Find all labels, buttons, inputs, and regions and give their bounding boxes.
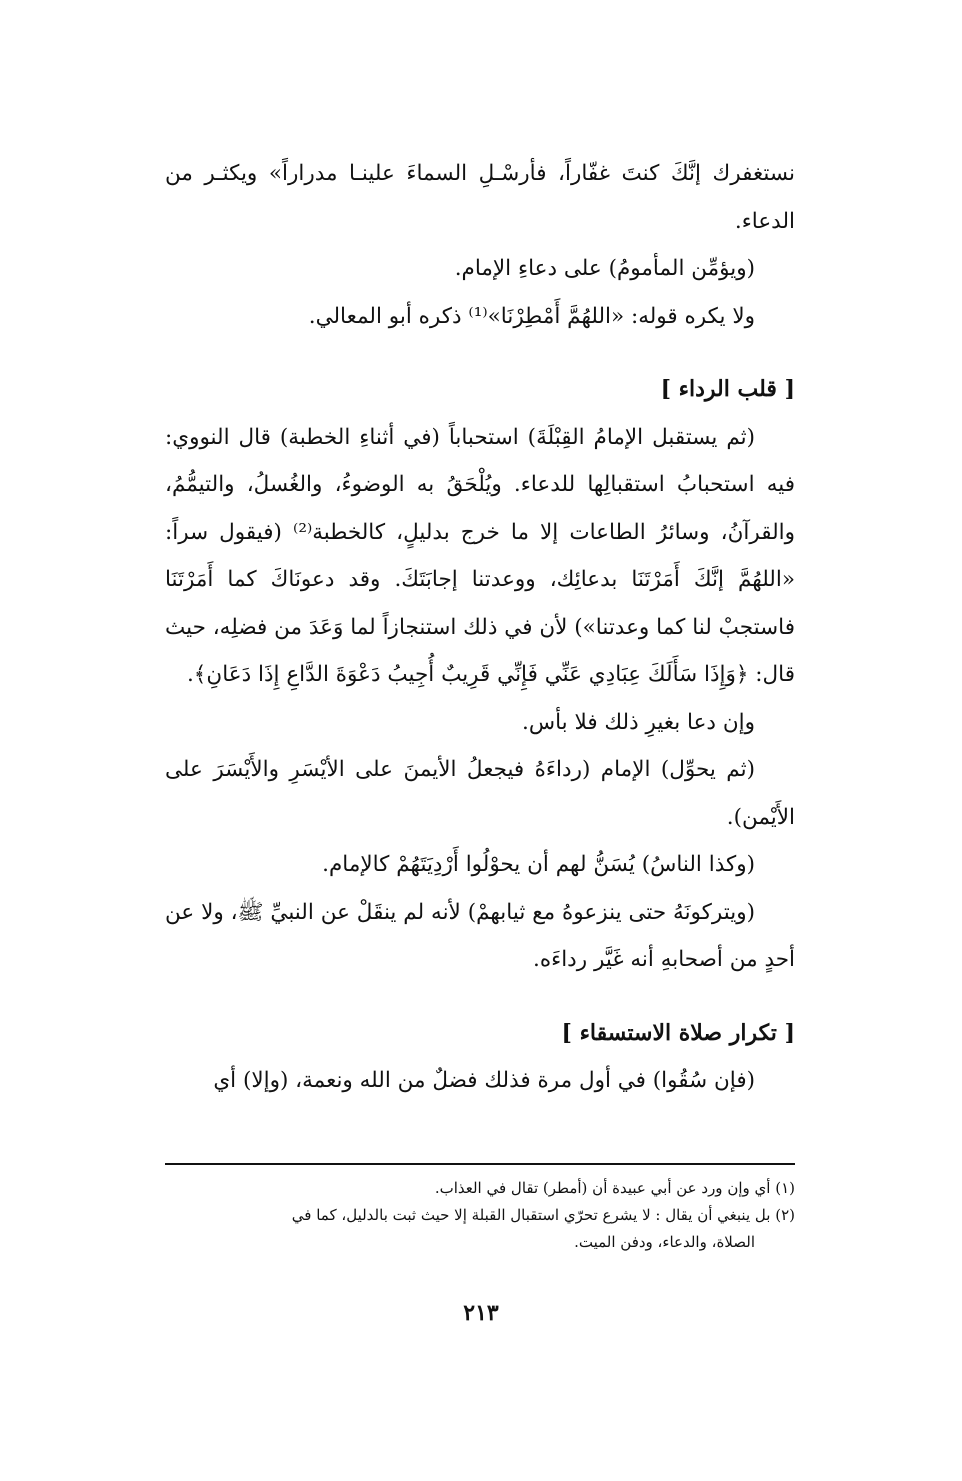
paragraph: (ويؤمِّن المأمومُ) على دعاءِ الإمام. bbox=[454, 256, 755, 281]
page-number: ٢١٣ bbox=[463, 1300, 499, 1326]
footnote-marker: (١) bbox=[775, 1179, 795, 1197]
paragraph: ولا يكره قوله: «اللهُمَّ أَمْطِرْنَا»⁽¹⁾ ذكره أبو المعالي. bbox=[308, 303, 755, 329]
footnote-text: بل ينبغي أن يقال : لا يشرع تحرّي استقبال القبلة إلا حيث ثبت بالدليل، كما في bbox=[291, 1206, 771, 1224]
paragraph: (ويتركونَهُ حتى ينزعوهُ مع ثيابهمْ) لأنه لم ينقَلْ عن النبيِّ ﷺ، ولا عن أحدٍ من أصحابهِ أنه غَيَّر رداءَه. bbox=[165, 899, 795, 972]
section-heading: [ تكرار صلاة الاستسقاء ] bbox=[561, 1019, 795, 1046]
paragraph: (وكذا الناسُ) يُسَنُّ لهم أن يحوْلُوا أَرْدِيَتَهُمْ كالإمام. bbox=[322, 852, 755, 877]
section-heading: [ قلب الرداء ] bbox=[660, 376, 795, 402]
paragraph: (ثم يحوِّل) الإمام (رداءَهُ فيجعلُ الأيمنَ على الأيْسَرِ والأَيْسَرَ على الأَيْمن). bbox=[165, 757, 795, 830]
main-text bbox=[165, 150, 795, 1105]
footnote bbox=[165, 1175, 795, 1202]
footnote-text: أي وإن ورد عن أبي عبيدة أن (أمطر) تقال في العذاب. bbox=[434, 1179, 771, 1197]
footnote bbox=[165, 1202, 795, 1256]
paragraph: (ثم يستقبل الإمامُ القِبْلَةَ) استحباباً (في أثناءِ الخطبة) قال النووي: فيه استحبابُ استقبالِها للدعاء. ويُلْحَقُ به الوضوءُ، والغُسلُ، والتيمُّمُ، والقرآنُ، وسائرُ الطاعات إلا ما خرج بدليلٍ، كالخطبة⁽²⁾ (فيقول سراً: «اللهُمَّ إنَّكَ أَمَرْتَنَا بدعائِك، ووعدتنا إجابَتَكَ. وقد دعونَاكَ كما أَمَرْتَنَا فاستجبْ لنا كما وعدتنا») لأن في ذلك استنجازاً لما وَعَدَ من فضلِه، حيث قال: ﴿وَإِذَا سَأَلَكَ عِبَادِي عَنِّي فَإِنِّي قَرِيبٌ أُجِيبُ دَعْوَةَ الدَّاعِ إِذَا دَعَانِ﴾. bbox=[165, 424, 795, 687]
paragraph: نستغفرك إنَّكَ كنتَ غفّاراً، فأرسْـلِ السماءَ علينـا مدراراً» ويكثـر من الدعاء. bbox=[165, 161, 795, 234]
footnote-marker: (٢) bbox=[775, 1206, 795, 1224]
footnotes bbox=[165, 1163, 795, 1256]
footnote-continuation: الصلاة، والدعاء، ودفن الميت. bbox=[574, 1233, 755, 1251]
paragraph: (فإن سُقُوا) في أول مرة فذلك فضلٌ من الله ونعمة، (وإلا) أي bbox=[213, 1068, 755, 1093]
paragraph: وإن دعا بغيرِ ذلك فلا بأس. bbox=[522, 709, 755, 735]
